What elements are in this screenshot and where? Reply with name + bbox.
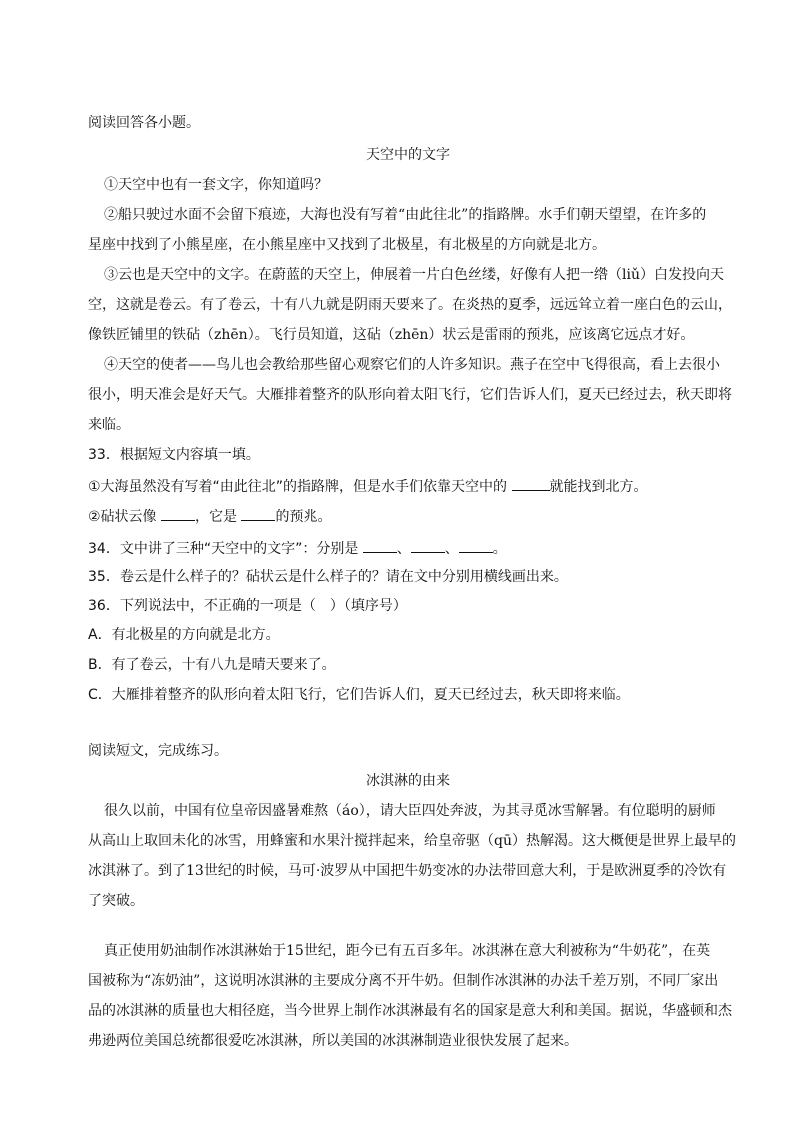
q34-text: 、 xyxy=(444,541,459,557)
q34-text: 34．文中讲了三种“天空中的文字”：分别是 xyxy=(88,541,363,557)
passage1-line: 空，这就是卷云。有了卷云，十有八九就是阴雨天要来了。在炎热的夏季，远远耸立着一座白色的云山， xyxy=(88,297,732,313)
passage2-line: 了突破。 xyxy=(88,893,144,909)
answer-blank[interactable] xyxy=(241,506,275,521)
passage2-line: 品的冰淇淋的质量也大相径庭，当今世界上制作冰淇淋最有名的国家是意大利和美国。据说，华盛顿和杰 xyxy=(88,1003,732,1019)
passage1-line: 很小，明天准会是好天气。大雁排着整齐的队形向着太阳飞行，它们告诉人们，夏天已经过去，秋天即将 xyxy=(88,387,732,403)
option-b[interactable]: B．有了卷云，十有八九是晴天要来了。 xyxy=(88,657,336,673)
passage1-line: 来临。 xyxy=(88,417,130,433)
question-33-item-2 xyxy=(88,506,728,526)
q34-text: 、 xyxy=(396,541,411,557)
q33-text: ①大海虽然没有写着“由此往北”的指路牌，但是水手们依靠天空中的 xyxy=(88,479,512,495)
passage2-line: 国被称为“冻奶油”，这说明冰淇淋的主要成分离不开牛奶。但制作冰淇淋的办法千差万别，不同厂家出 xyxy=(88,973,719,989)
passage2-line: 冰淇淋了。到了13世纪的时候，马可·波罗从中国把牛奶变冰的办法带回意大利，于是欧洲夏季的冷饮有 xyxy=(88,863,727,879)
passage2-line: 弗逊两位美国总统都很爱吃冰淇淋，所以美国的冰淇淋制造业很快发展了起来。 xyxy=(88,1033,578,1049)
passage1-line: 像铁匠铺里的铁砧（zhēn）。飞行员知道，这砧（zhēn）状云是雷雨的预兆，应该离它远点才好。 xyxy=(88,327,695,343)
passage1-line: ③云也是天空中的文字。在蔚蓝的天空上，伸展着一片白色丝缕，好像有人把一绺（liǔ）白发投向天 xyxy=(104,267,724,283)
question-33-label: 33．根据短文内容填一填。 xyxy=(88,447,260,463)
passage1-line: ①天空中也有一套文字，你知道吗？ xyxy=(104,177,328,193)
answer-blank[interactable] xyxy=(512,476,550,491)
q33-text: ，它是 xyxy=(195,509,242,525)
section2-intro: 阅读短文，完成练习。 xyxy=(88,743,228,759)
passage1-line: ②船只驶过水面不会留下痕迹，大海也没有写着“由此往北”的指路牌。水手们朝天望望，在许多的 xyxy=(104,207,707,223)
q33-text: ②砧状云像 xyxy=(88,509,162,525)
answer-blank[interactable] xyxy=(161,506,195,521)
option-a[interactable]: A．有北极星的方向就是北方。 xyxy=(88,627,280,643)
answer-blank[interactable] xyxy=(459,538,493,553)
section2-title: 冰淇淋的由来 xyxy=(366,773,450,789)
question-33-item-1 xyxy=(88,476,728,496)
q34-text: 。 xyxy=(492,541,507,557)
q33-text: 就能找到北方。 xyxy=(549,479,648,495)
question-35: 35．卷云是什么样子的？砧状云是什么样子的？请在文中分别用横线画出来。 xyxy=(88,569,568,585)
answer-blank[interactable] xyxy=(363,538,397,553)
question-34 xyxy=(88,538,728,558)
passage1-line: ④天空的使者——鸟儿也会教给那些留心观察它们的人许多知识。燕子在空中飞得很高，看上去很小 xyxy=(104,357,720,373)
q33-text: 的预兆。 xyxy=(275,509,332,525)
passage2-line: 真正使用奶油制作冰淇淋始于15世纪，距今已有五百多年。冰淇淋在意大利被称为“牛奶花”，在英 xyxy=(104,943,711,959)
question-36-label: 36．下列说法中，不正确的一项是（ ）（填序号） xyxy=(88,598,407,614)
section1-intro: 阅读回答各小题。 xyxy=(88,115,200,131)
passage2-line: 很久以前，中国有位皇帝因盛暑难熬（áo），请大臣四处奔波，为其寻觅冰雪解暑。有位聪明的厨师 xyxy=(104,803,716,819)
answer-blank[interactable] xyxy=(411,538,445,553)
passage1-line: 星座中找到了小熊星座，在小熊星座中又找到了北极星，有北极星的方向就是北方。 xyxy=(88,237,606,253)
option-c[interactable]: C．大雁排着整齐的队形向着太阳飞行，它们告诉人们，夏天已经过去，秋天即将来临。 xyxy=(88,687,630,703)
section1-title: 天空中的文字 xyxy=(366,147,450,163)
passage2-line: 从高山上取回未化的冰雪，用蜂蜜和水果汁搅拌起来，给皇帝驱（qū）热解渴。这大概便是世界上最早的 xyxy=(88,833,736,849)
